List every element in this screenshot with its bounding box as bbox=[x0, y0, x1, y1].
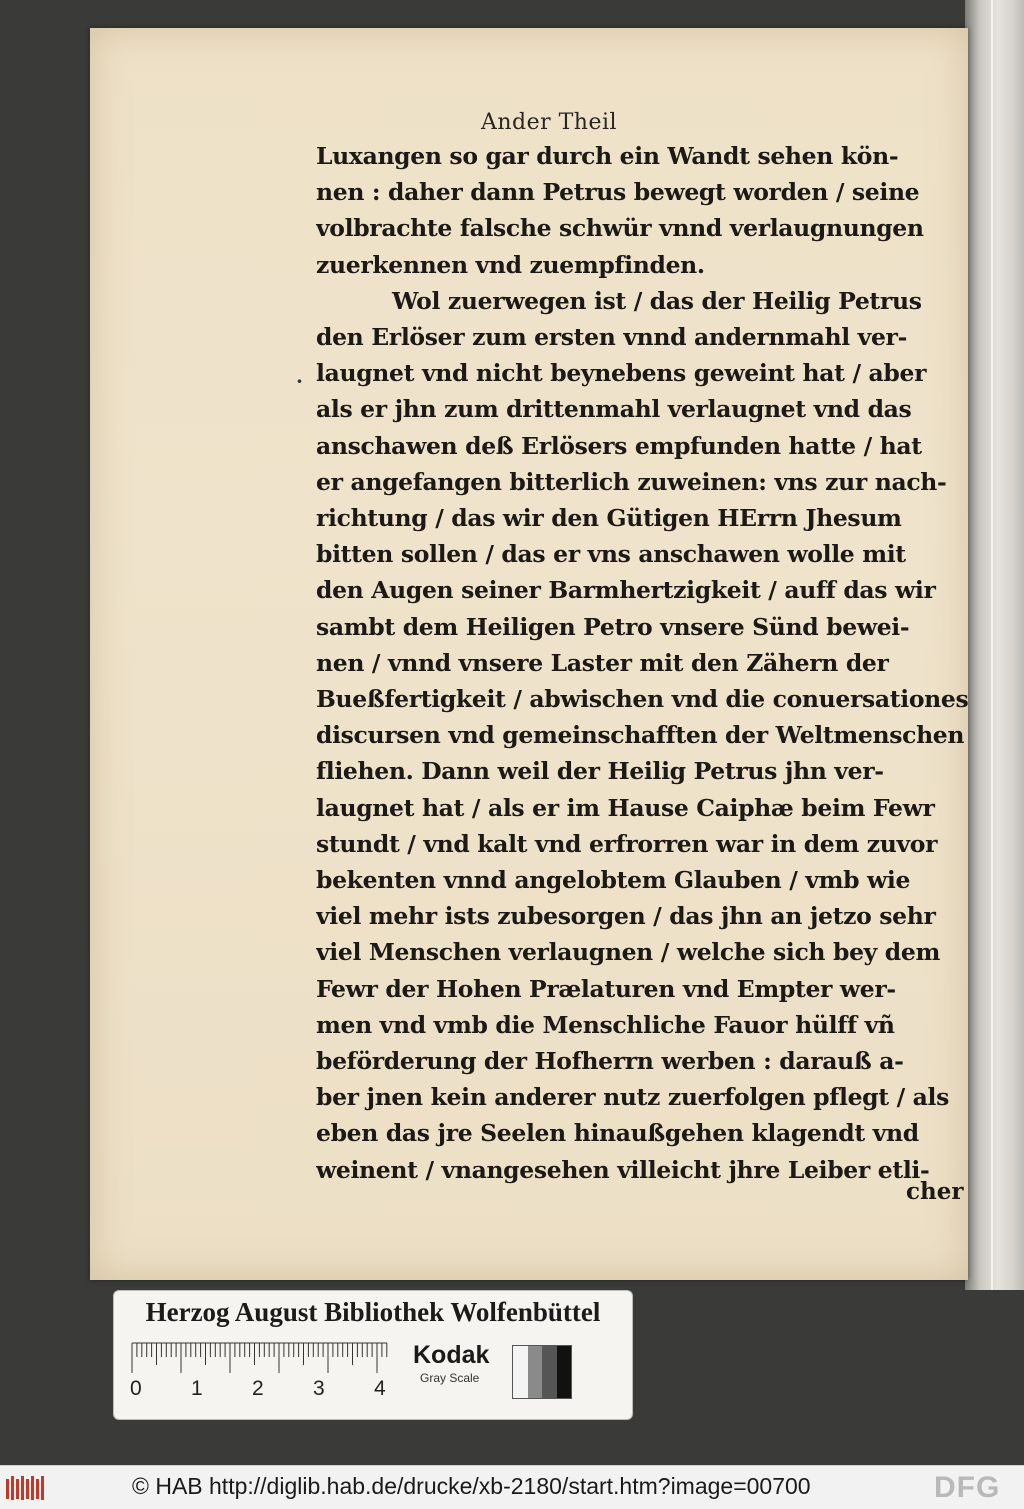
gray-patch bbox=[513, 1346, 528, 1398]
grayscale-label: Gray Scale bbox=[420, 1371, 480, 1385]
text-line: beförderung der Hofherrn werben : darauß a- bbox=[316, 1047, 904, 1076]
text-line: bekenten vnnd angelobtem Glauben / vmb wie bbox=[316, 866, 911, 895]
color-target-card bbox=[113, 1290, 633, 1420]
ruler-number: 3 bbox=[313, 1377, 325, 1400]
ruler-number: 1 bbox=[191, 1377, 203, 1400]
kodak-label: Kodak bbox=[413, 1341, 490, 1369]
ruler-number: 0 bbox=[130, 1377, 142, 1400]
ruler-number: 4 bbox=[374, 1377, 386, 1400]
text-line: volbrachte falsche schwür vnnd verlaugnungen bbox=[316, 214, 924, 243]
ruler-number: 2 bbox=[252, 1377, 264, 1400]
footer-url: © HAB http://diglib.hab.de/drucke/xb-2180/start.htm?image=00700 bbox=[132, 1473, 811, 1499]
text-line: Wol zuerwegen ist / das der Heilig Petrus bbox=[392, 286, 922, 315]
text-line: er angefangen bitterlich zuweinen: vns zur nach- bbox=[316, 467, 947, 496]
running-head: Ander Theil bbox=[480, 110, 618, 135]
text-line: richtung / das wir den Gütigen HErrn Jhesum bbox=[316, 504, 902, 533]
text-line: nen / vnnd vnsere Laster mit den Zähern der bbox=[316, 648, 889, 677]
text-line: discursen vnd gemeinschafften der Weltmenschen bbox=[316, 721, 965, 750]
gray-patches bbox=[512, 1345, 572, 1399]
text-line: viel mehr ists zubesorgen / das jhn an jetzo sehr bbox=[316, 902, 936, 931]
text-line: weinent / vnangesehen villeicht jhre Leiber etli- bbox=[316, 1155, 930, 1184]
text-line: Bueßfertigkeit / abwischen vnd die conuersationes bbox=[316, 685, 969, 714]
text-line: den Erlöser zum ersten vnnd andernmahl ver- bbox=[316, 323, 907, 352]
gray-patch bbox=[528, 1346, 543, 1398]
catchword: cher bbox=[906, 1178, 964, 1205]
text-line: bitten sollen / das er vns anschawen wolle mit bbox=[316, 540, 906, 569]
footer-bar bbox=[0, 1465, 1024, 1509]
hab-bars-logo-icon bbox=[5, 1475, 47, 1501]
text-line: den Augen seiner Barmhertzigkeit / auff das wir bbox=[316, 576, 936, 605]
margin-dot: · bbox=[296, 369, 303, 393]
page-text bbox=[316, 138, 976, 1188]
text-line: laugnet vnd nicht beynebens geweint hat / aber bbox=[316, 359, 927, 388]
library-name: Herzog August Bibliothek Wolfenbüttel bbox=[145, 1297, 601, 1327]
text-line: anschawen deß Erlösers empfunden hatte / hat bbox=[316, 431, 922, 460]
text-line: zuerkennen vnd zuempfinden. bbox=[316, 250, 705, 279]
text-line: laugnet hat / als er im Hause Caiphæ beim Fewr bbox=[316, 793, 935, 822]
ruler-scale bbox=[130, 1341, 390, 1377]
text-line: eben das jre Seelen hinaußgehen klagendt vnd bbox=[316, 1119, 919, 1148]
book-page bbox=[90, 28, 968, 1280]
text-line: fliehen. Dann weil der Heilig Petrus jhn ver- bbox=[316, 757, 884, 786]
text-line: viel Menschen verlaugnen / welche sich bey dem bbox=[316, 938, 940, 967]
text-line: Luxangen so gar durch ein Wandt sehen kön- bbox=[316, 142, 899, 170]
text-line: nen : daher dann Petrus bewegt worden / seine bbox=[316, 178, 920, 207]
text-line: ber jnen kein anderer nutz zuerfolgen pflegt / als bbox=[316, 1083, 949, 1112]
gray-patch bbox=[557, 1346, 572, 1398]
text-line: Fewr der Hohen Prælaturen vnd Empter wer- bbox=[316, 974, 896, 1003]
gray-patch bbox=[542, 1346, 557, 1398]
text-line: als er jhn zum drittenmahl verlaugnet vnd das bbox=[316, 395, 912, 424]
text-line: stundt / vnd kalt vnd erfrorren war in dem zuvor bbox=[316, 829, 938, 858]
dfg-logo: DFG bbox=[934, 1471, 1001, 1504]
text-line: sambt dem Heiligen Petro vnsere Sünd bewei- bbox=[316, 612, 910, 641]
text-line: men vnd vmb die Menschliche Fauor hülff vñ bbox=[316, 1010, 895, 1039]
